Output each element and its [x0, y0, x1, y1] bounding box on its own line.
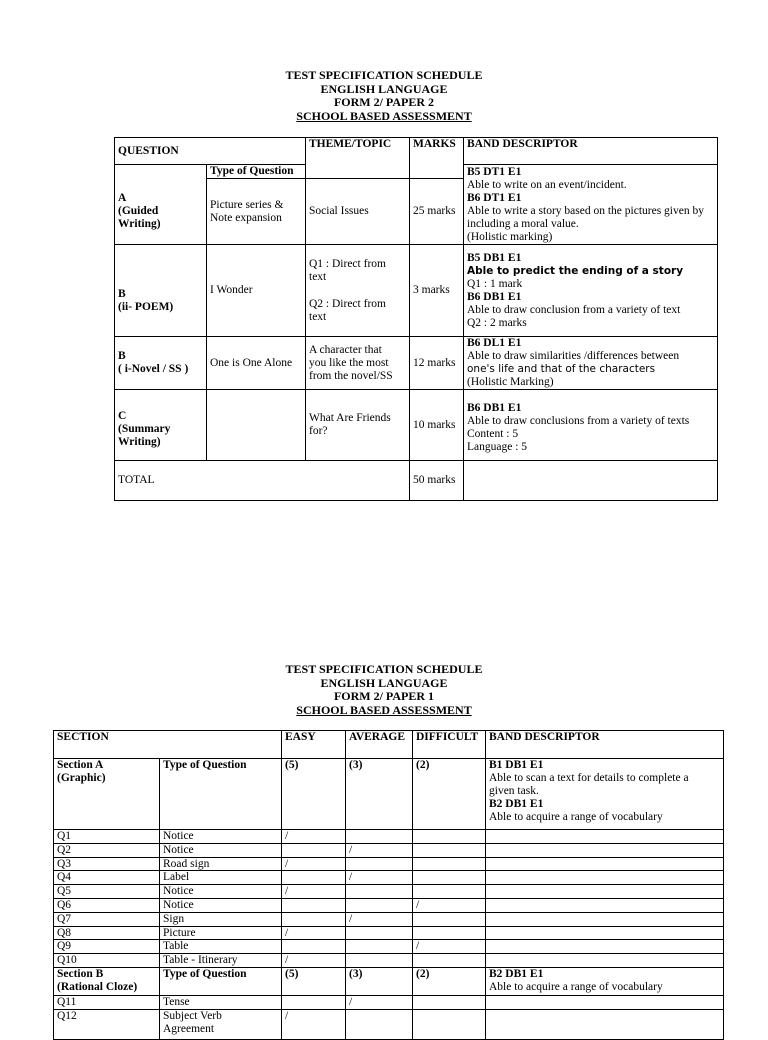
question-type: Picture [160, 926, 282, 940]
difficult-mark [413, 857, 486, 871]
paper1-heading [0, 663, 768, 717]
theme-b-novel: A character that you like the most from the novel/SS [306, 337, 410, 390]
band-blank [486, 954, 724, 968]
type-b-poem: I Wonder [207, 245, 306, 337]
difficult-mark [413, 926, 486, 940]
question-id: Q12 [54, 1009, 160, 1039]
question-id: Q7 [54, 912, 160, 926]
table-row [54, 1009, 724, 1039]
difficult-mark [413, 885, 486, 899]
easy-mark: / [282, 830, 346, 844]
section-b-average: (3) [346, 967, 413, 995]
type-a: Picture series & Note expansion [207, 179, 306, 245]
difficult-mark: / [413, 898, 486, 912]
section-a-easy: (5) [282, 759, 346, 830]
header-average: AVERAGE [346, 731, 413, 759]
band-blank [486, 871, 724, 885]
band-blank [486, 912, 724, 926]
question-id: Q10 [54, 954, 160, 968]
header-band-descriptor: BAND DESCRIPTOR [486, 731, 724, 759]
question-type: Table - Itinerary [160, 954, 282, 968]
paper2-heading-line1: TEST SPECIFICATION SCHEDULE [285, 68, 483, 82]
question-type: Label [160, 871, 282, 885]
section-a-name: Section A (Graphic) [54, 759, 160, 830]
paper1-heading-line2: ENGLISH LANGUAGE [320, 675, 448, 690]
question-id: Q4 [54, 871, 160, 885]
question-id: Q8 [54, 926, 160, 940]
total-label: TOTAL [115, 461, 410, 501]
theme-a: Social Issues [306, 179, 410, 245]
average-mark [346, 857, 413, 871]
paper2-heading-line2: ENGLISH LANGUAGE [320, 81, 448, 96]
header-theme: THEME/TOPIC [306, 138, 410, 179]
band-blank [486, 830, 724, 844]
difficult-mark [413, 912, 486, 926]
band-blank [486, 857, 724, 871]
section-a-average: (3) [346, 759, 413, 830]
easy-mark [282, 912, 346, 926]
band-cell-a: B5 DT1 E1 Able to write on an event/incident. B6 DT1 E1 Able to write a story based on the pictures given by including a moral value. (Holistic marking) [464, 165, 718, 245]
easy-mark: / [282, 954, 346, 968]
question-type: Subject Verb Agreement [160, 1009, 282, 1039]
difficult-mark [413, 871, 486, 885]
header-section: SECTION [54, 731, 282, 759]
question-b-novel: B ( i-Novel / SS ) [115, 337, 207, 390]
average-mark [346, 926, 413, 940]
easy-mark: / [282, 926, 346, 940]
theme-b-poem: Q1 : Direct from text Q2 : Direct from text [306, 245, 410, 337]
question-type: Table [160, 940, 282, 954]
average-mark [346, 1009, 413, 1039]
question-id: Q3 [54, 857, 160, 871]
easy-mark [282, 995, 346, 1009]
question-a: A (Guided Writing) [115, 179, 207, 245]
question-id: Q5 [54, 885, 160, 899]
question-type: Tense [160, 995, 282, 1009]
table-row [54, 857, 724, 871]
section-b-type: Type of Question [160, 967, 282, 995]
question-id: Q2 [54, 843, 160, 857]
paper2-heading-line3: FORM 2/ PAPER 2 [333, 95, 435, 109]
section-a-questions [54, 830, 724, 968]
section-b-band: B2 DB1 E1 Able to acquire a range of vocabulary [486, 967, 724, 995]
marks-c: 10 marks [410, 390, 464, 461]
question-type: Road sign [160, 857, 282, 871]
question-id: Q11 [54, 995, 160, 1009]
easy-mark [282, 940, 346, 954]
marks-b-novel: 12 marks [410, 337, 464, 390]
marks-b-poem: 3 marks [410, 245, 464, 337]
question-type: Notice [160, 898, 282, 912]
paper1-heading-line3: FORM 2/ PAPER 1 [333, 689, 435, 703]
band-cell-c: B6 DB1 E1 Able to draw conclusions from a variety of texts Content : 5 Language : 5 [464, 390, 718, 461]
difficult-mark [413, 1009, 486, 1039]
question-type: Notice [160, 830, 282, 844]
section-a-type: Type of Question [160, 759, 282, 830]
band-blank [486, 940, 724, 954]
easy-mark [282, 843, 346, 857]
type-b-novel: One is One Alone [207, 337, 306, 390]
table-row [54, 830, 724, 844]
paper2-table [114, 137, 718, 501]
average-mark [346, 954, 413, 968]
section-a-difficult: (2) [413, 759, 486, 830]
difficult-mark [413, 830, 486, 844]
total-marks: 50 marks [410, 461, 464, 501]
paper1-heading-line1: TEST SPECIFICATION SCHEDULE [285, 662, 483, 676]
table-row [54, 940, 724, 954]
band-cell-b-poem: B5 DB1 E1 Able to predict the ending of a story Q1 : 1 mark B6 DB1 E1 Able to draw conclusion from a variety of text Q2 : 2 marks [464, 245, 718, 337]
easy-mark: / [282, 1009, 346, 1039]
average-mark: / [346, 995, 413, 1009]
band-blank [486, 898, 724, 912]
easy-mark: / [282, 885, 346, 899]
section-b-name: Section B (Rational Cloze) [54, 967, 160, 995]
difficult-mark [413, 954, 486, 968]
average-mark: / [346, 843, 413, 857]
header-easy: EASY [282, 731, 346, 759]
band-blank [486, 926, 724, 940]
difficult-mark [413, 995, 486, 1009]
question-type: Notice [160, 843, 282, 857]
header-difficult: DIFFICULT [413, 731, 486, 759]
table-row [54, 954, 724, 968]
type-c [207, 390, 306, 461]
difficult-mark [413, 843, 486, 857]
total-band-blank [464, 461, 718, 501]
header-question: QUESTION [115, 138, 306, 165]
average-mark [346, 830, 413, 844]
average-mark [346, 940, 413, 954]
section-b-easy: (5) [282, 967, 346, 995]
table-row [54, 926, 724, 940]
average-mark: / [346, 871, 413, 885]
header-marks: MARKS [410, 138, 464, 179]
marks-a: 25 marks [410, 179, 464, 245]
table-row [54, 843, 724, 857]
easy-mark [282, 898, 346, 912]
section-b-difficult: (2) [413, 967, 486, 995]
difficult-mark: / [413, 940, 486, 954]
easy-mark: / [282, 857, 346, 871]
table-row [54, 898, 724, 912]
header-type-of-question: Type of Question [207, 165, 306, 179]
table-row [54, 995, 724, 1009]
band-blank [486, 1009, 724, 1039]
question-id: Q6 [54, 898, 160, 912]
average-mark [346, 898, 413, 912]
band-blank [486, 995, 724, 1009]
band-blank [486, 885, 724, 899]
average-mark: / [346, 912, 413, 926]
question-c: C (Summary Writing) [115, 390, 207, 461]
paper1-table [53, 730, 724, 1040]
band-blank [486, 843, 724, 857]
table-row [54, 912, 724, 926]
question-b-poem: B (ii- POEM) [115, 245, 207, 337]
question-type: Notice [160, 885, 282, 899]
table-row [54, 871, 724, 885]
table-row [54, 885, 724, 899]
section-a-band: B1 DB1 E1 Able to scan a text for details to complete a given task. B2 DB1 E1 Able to acquire a range of vocabulary [486, 759, 724, 830]
header-band: BAND DESCRIPTOR [464, 138, 718, 165]
paper2-heading-line4: SCHOOL BASED ASSESSMENT [296, 108, 472, 123]
paper2-heading [0, 69, 768, 123]
theme-c: What Are Friends for? [306, 390, 410, 461]
average-mark [346, 885, 413, 899]
question-id: Q1 [54, 830, 160, 844]
question-id: Q9 [54, 940, 160, 954]
question-type: Sign [160, 912, 282, 926]
easy-mark [282, 871, 346, 885]
band-cell-b-novel: B6 DL1 E1 Able to draw similarities /differences between one's life and that of the characters (Holistic Marking) [464, 337, 718, 390]
paper1-heading-line4: SCHOOL BASED ASSESSMENT [296, 702, 472, 717]
question-cell-blank [115, 165, 207, 179]
